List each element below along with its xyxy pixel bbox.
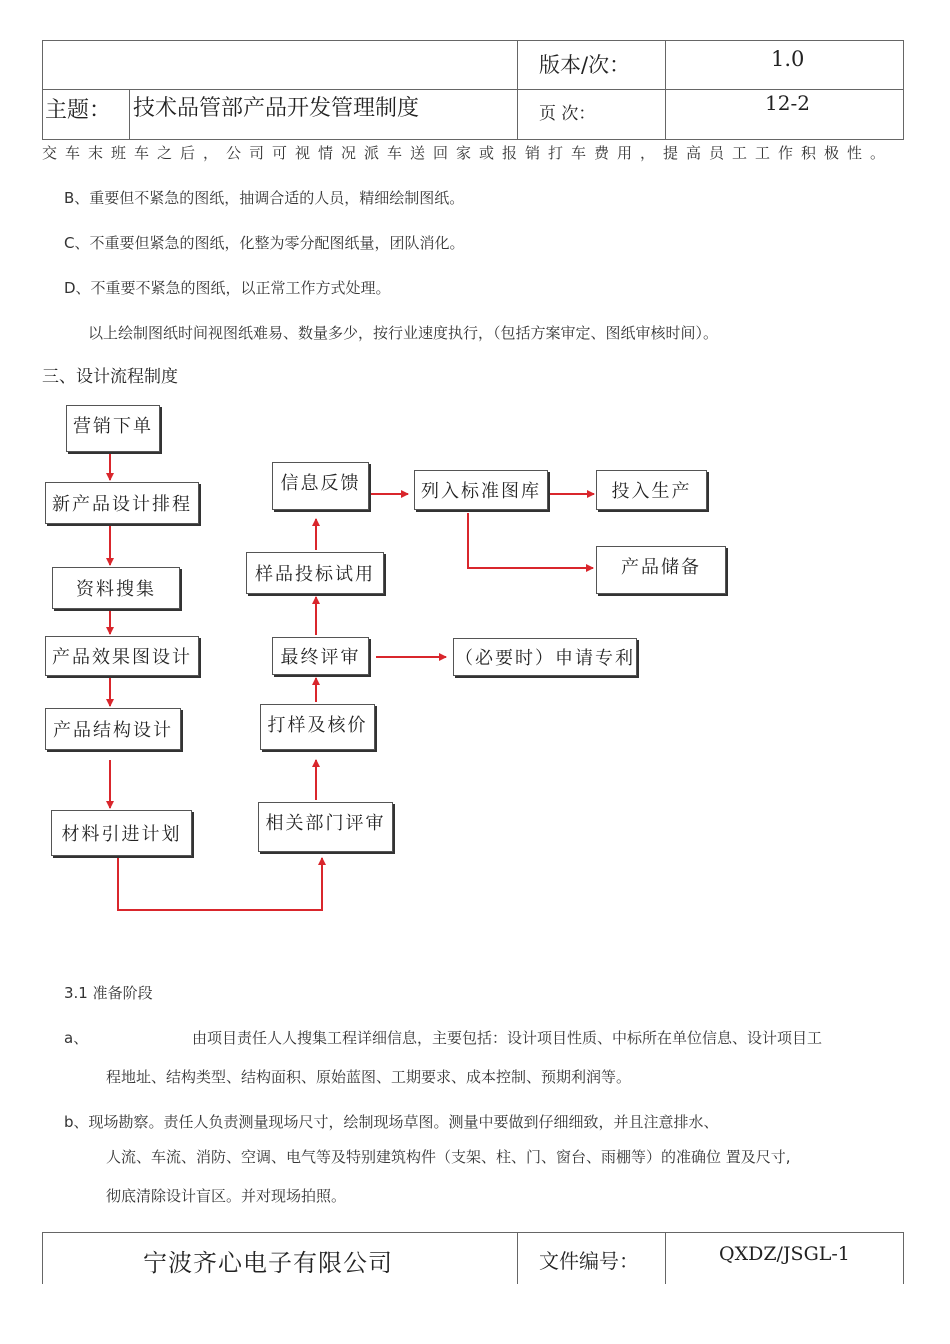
note-paragraph: 以上绘制图纸时间视图纸难易、数量多少，按行业速度执行，（包括方案审定、图纸审核时间）。: [88, 324, 719, 342]
item-d: D、不重要不紧急的图纸，以正常工作方式处理。: [64, 279, 391, 297]
arrow-library-to-storage: [468, 513, 593, 568]
version-label: 版本/次：: [539, 53, 631, 77]
flow-box-sampling-pricing: 打样及核价: [260, 704, 375, 750]
version-value: 1.0: [771, 47, 805, 71]
flow-box-marketing-order: 营销下单: [66, 405, 160, 452]
spaced-paragraph: 交车末班车之后，公司可视情况派车送回家或报销打车费用，提高员工工作积极性。: [42, 144, 894, 162]
section-heading: 三、设计流程制度: [42, 367, 178, 387]
doc-number-label: 文件编号：: [539, 1249, 639, 1273]
subject-label: 主题：: [45, 98, 112, 123]
flow-box-dept-review: 相关部门评审: [258, 802, 393, 852]
subject-value: 技术品管部产品开发管理制度: [133, 96, 420, 121]
footer-divider: [517, 1233, 518, 1284]
item-b-text-2: 人流、车流、消防、空调、电气等及特别建筑构件（支架、柱、门、窗台、雨棚等）的准确位 置及尺寸,: [106, 1148, 791, 1166]
footer-table: [42, 1232, 904, 1284]
page-value: 12-2: [765, 91, 810, 115]
item-a-label: a、: [64, 1029, 89, 1047]
flow-box-effect-design: 产品效果图设计: [45, 636, 199, 676]
flow-box-new-product-schedule: 新产品设计排程: [45, 482, 199, 524]
flow-box-sample-trial: 样品投标试用: [246, 552, 384, 594]
item-a-text-1: 由项目责任人人搜集工程详细信息，主要包括：设计项目性质、中标所在单位信息、设计项目工: [192, 1029, 823, 1047]
flow-box-material-plan: 材料引进计划: [51, 810, 192, 856]
flow-box-data-collection: 资料搜集: [52, 567, 180, 609]
item-b-text-1: b、现场勘察。责任人负责测量现场尺寸，绘制现场草图。测量中要做到仔细细致，并且注意排水、: [64, 1113, 719, 1131]
item-c: C、不重要但紧急的图纸，化整为零分配图纸量，团队消化。: [64, 234, 465, 252]
flow-box-patent: （必要时）申请专利: [453, 638, 637, 676]
flow-box-feedback: 信息反馈: [272, 462, 369, 510]
footer-divider: [665, 1233, 666, 1284]
arrow-material-to-review: [118, 857, 322, 910]
item-a-text-2: 程地址、结构类型、结构面积、原始蓝图、工期要求、成本控制、预期利润等。: [106, 1068, 632, 1086]
flow-box-standard-library: 列入标准图库: [414, 470, 548, 510]
flow-box-final-review: 最终评审: [272, 637, 369, 675]
page-label: 页 次：: [539, 104, 596, 124]
company-name: 宁波齐心电子有限公司: [143, 1249, 393, 1277]
doc-number-value: QXDZ/JSGL-1: [719, 1243, 850, 1265]
flow-box-product-storage: 产品储备: [596, 546, 726, 594]
flow-box-structure-design: 产品结构设计: [45, 708, 181, 750]
item-b-text-3: 彻底清除设计盲区。并对现场拍照。: [106, 1187, 347, 1205]
section-3-1-title: 3.1 准备阶段: [64, 984, 153, 1002]
flow-box-production: 投入生产: [596, 470, 707, 510]
item-b: B、重要但不紧急的图纸，抽调合适的人员，精细绘制图纸。: [64, 189, 465, 207]
